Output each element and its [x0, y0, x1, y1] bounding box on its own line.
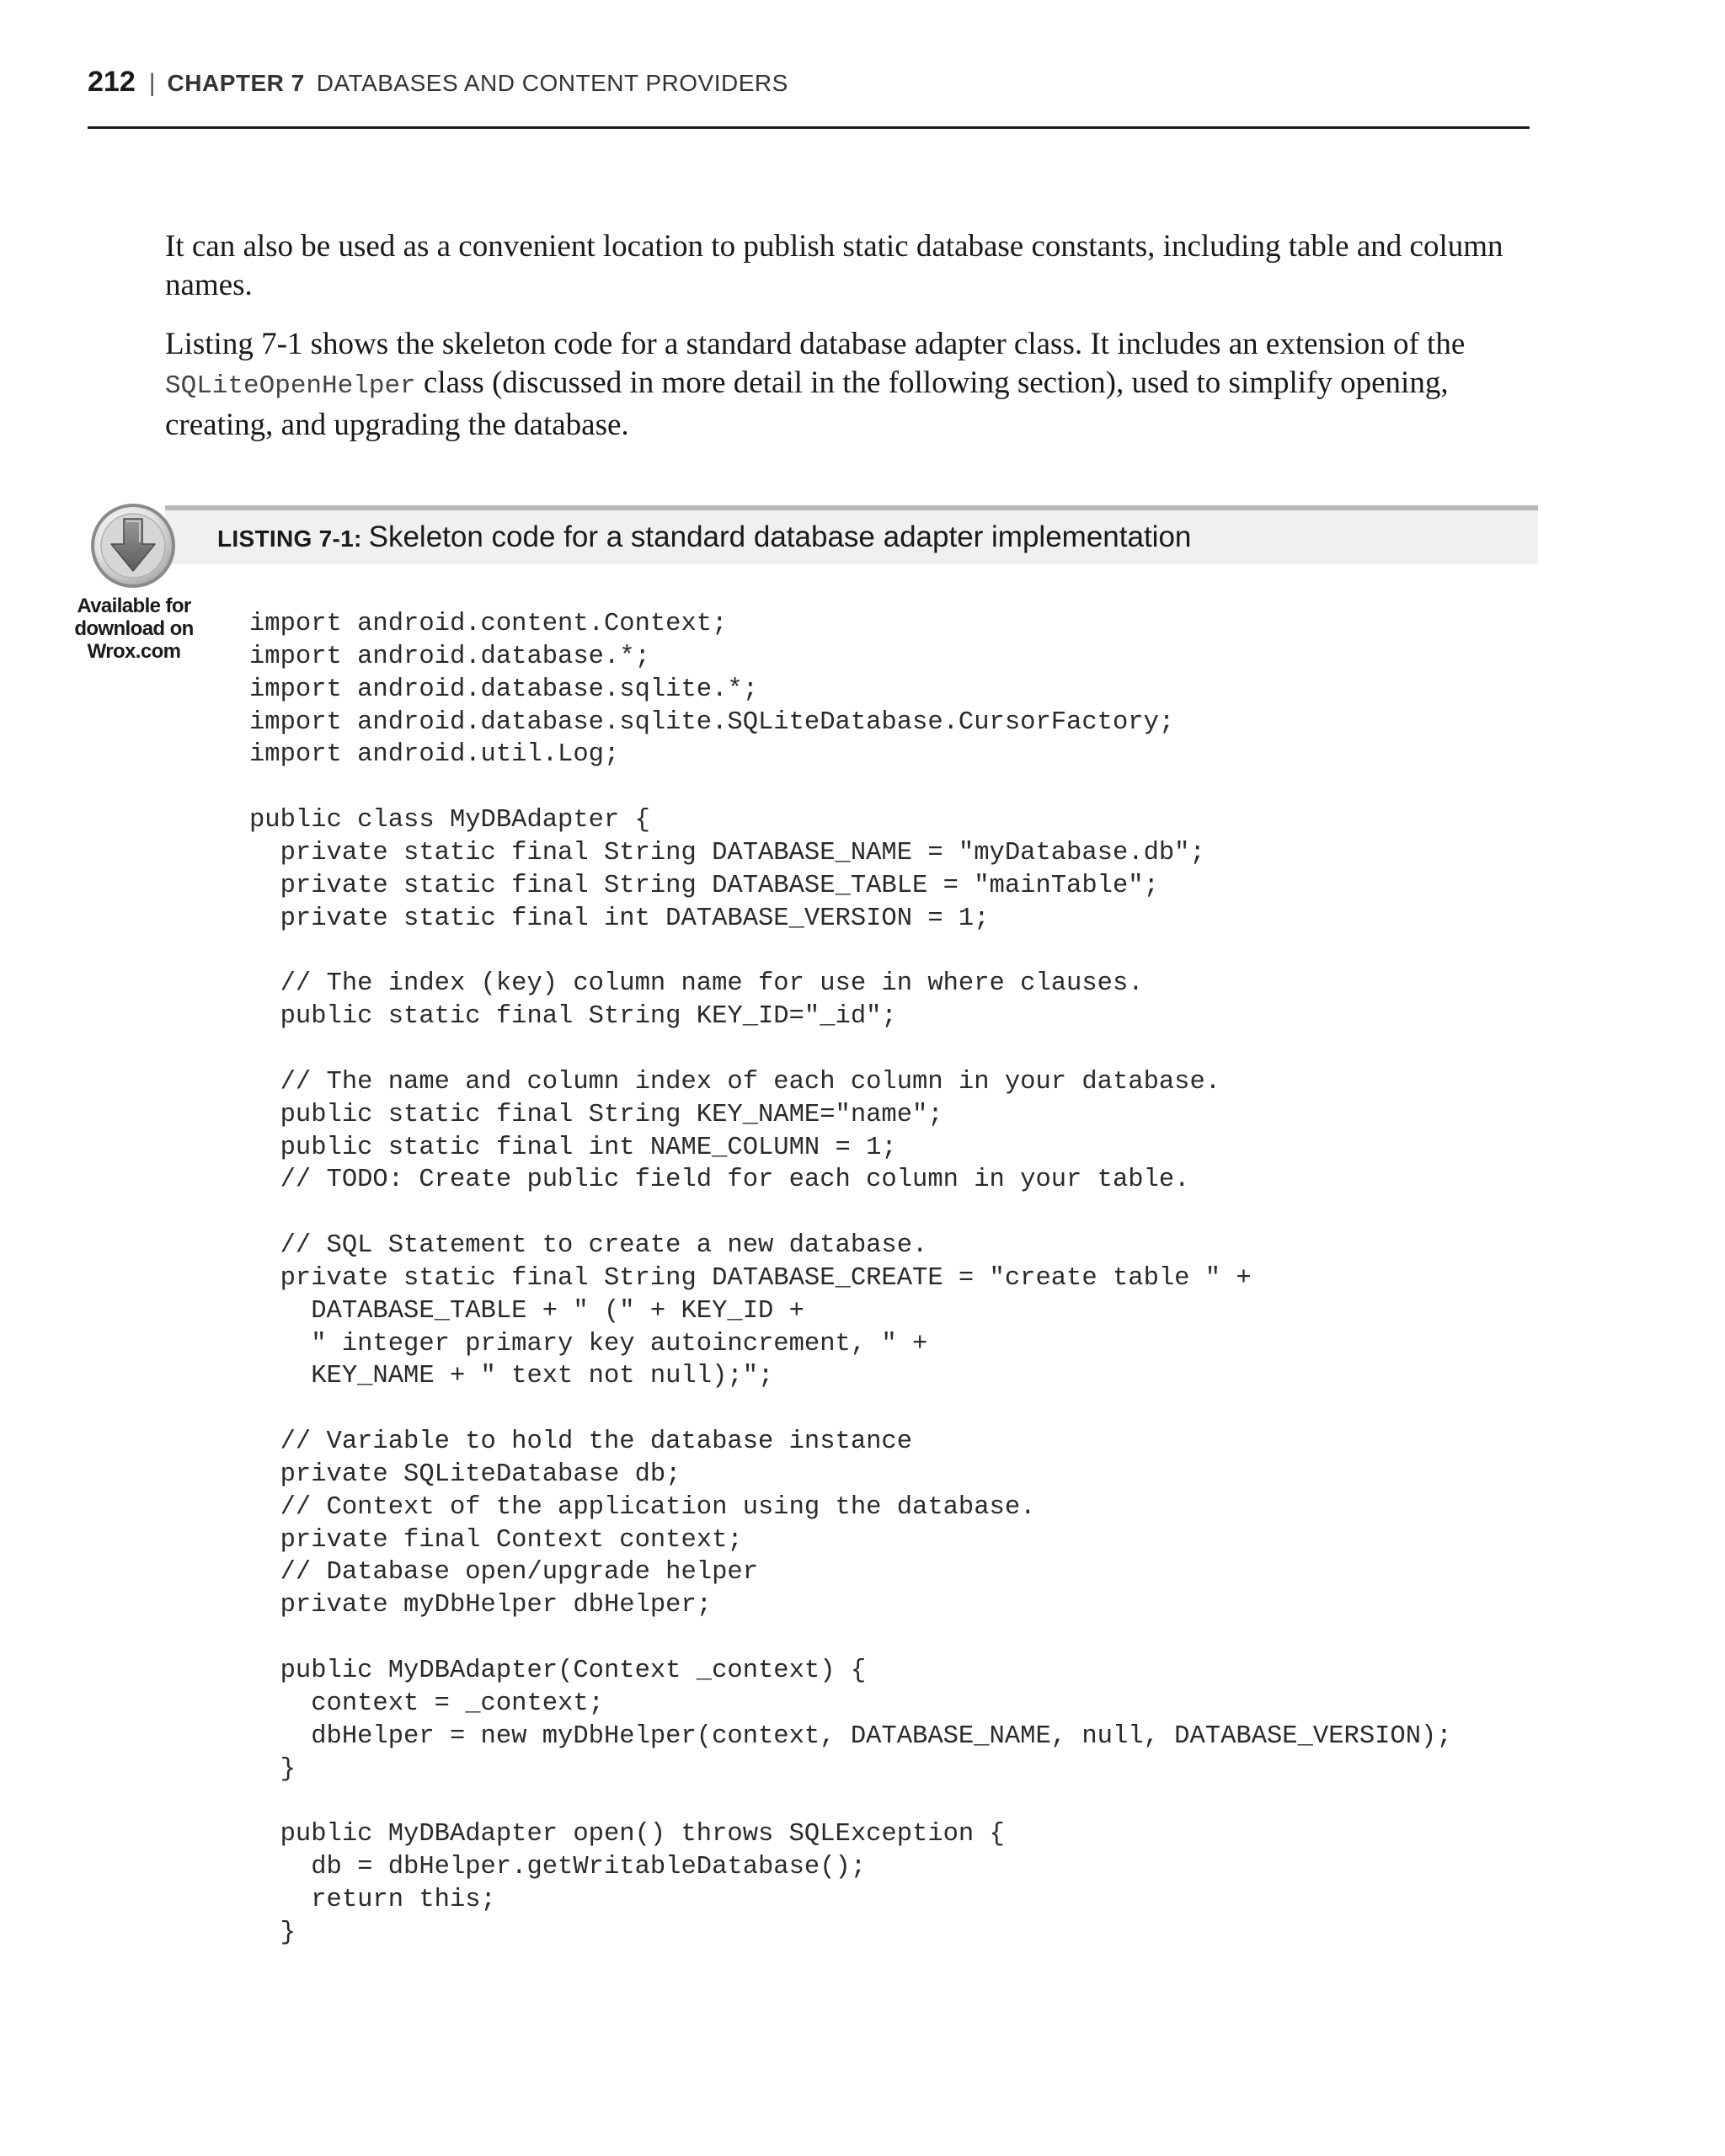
download-text[interactable] [71, 595, 197, 663]
code-line: private final Context context; [249, 1525, 743, 1555]
download-arrow-icon [89, 502, 177, 590]
code-line: // The name and column index of each column in your database. [249, 1067, 1221, 1097]
chapter-label: CHAPTER 7 [167, 70, 305, 96]
code-line [249, 1197, 1452, 1230]
code-line: public static final int NAME_COLUMN = 1; [249, 1133, 897, 1162]
inline-code-sqliteopenhelper: SQLiteOpenHelper [165, 371, 416, 401]
code-line: DATABASE_TABLE + " (" + KEY_ID + [249, 1296, 804, 1326]
code-line [249, 1622, 1452, 1655]
paragraph-1: It can also be used as a convenient location to publish static database constants, including table and column names. [165, 229, 1503, 302]
code-line [249, 1785, 1452, 1818]
code-line: import android.util.Log; [249, 740, 620, 770]
code-line: import android.database.sqlite.SQLiteDatabase.CursorFactory; [249, 707, 1175, 737]
code-line: // Variable to hold the database instance [249, 1428, 913, 1457]
code-line: import android.database.sqlite.*; [249, 675, 758, 704]
code-line: public class MyDBAdapter { [249, 806, 650, 835]
code-line: context = _context; [249, 1689, 604, 1718]
code-line: public static final String KEY_NAME="name"; [249, 1100, 943, 1129]
code-line: " integer primary key autoincrement, " + [249, 1329, 928, 1358]
paragraph-2-text-after: class (discussed in more detail in the following section), used to simplify opening, creating, and upgrading the database. [165, 366, 1449, 442]
code-line: } [249, 1918, 296, 1947]
code-line: return this; [249, 1885, 496, 1914]
code-listing [249, 608, 1452, 1950]
chapter-title: DATABASES AND CONTENT PROVIDERS [316, 70, 788, 96]
code-line: } [249, 1754, 296, 1784]
code-line: public static final String KEY_ID="_id"; [249, 1002, 897, 1032]
code-line [249, 935, 1452, 968]
code-line: dbHelper = new myDbHelper(context, DATABASE_NAME, null, DATABASE_VERSION); [249, 1721, 1452, 1751]
header-rule [88, 126, 1530, 129]
download-text-line-2: download on [74, 617, 194, 640]
code-line: // The index (key) column name for use in where clauses. [249, 969, 1144, 999]
code-line [249, 1393, 1452, 1426]
listing-header-bar [165, 505, 1538, 564]
page-number: 212 [88, 66, 136, 98]
download-text-line-3[interactable]: Wrox.com [87, 640, 181, 663]
header-separator: | [148, 69, 156, 97]
code-line: // Context of the application using the database. [249, 1492, 1036, 1522]
code-line: KEY_NAME + " text not null);"; [249, 1362, 774, 1391]
listing-title [217, 520, 1191, 554]
code-line: private static final String DATABASE_NAME = "myDatabase.db"; [249, 838, 1205, 867]
code-line: public MyDBAdapter open() throws SQLException { [249, 1820, 1005, 1849]
code-line: db = dbHelper.getWritableDatabase(); [249, 1853, 867, 1882]
paragraph-2 [165, 325, 1546, 445]
code-line: private myDbHelper dbHelper; [249, 1591, 713, 1620]
code-line: // SQL Statement to create a new database. [249, 1231, 928, 1261]
code-line: // Database open/upgrade helper [249, 1558, 758, 1588]
listing-caption: Skeleton code for a standard database adapter implementation [368, 520, 1192, 553]
listing-label: LISTING 7-1: [217, 526, 362, 552]
running-header [88, 66, 1530, 103]
code-line [249, 1033, 1452, 1066]
download-text-line-1: Available for [77, 595, 191, 617]
code-line: public MyDBAdapter(Context _context) { [249, 1657, 867, 1685]
body-text [165, 227, 1546, 465]
paragraph-2-text-before: Listing 7-1 shows the skeleton code for a standard database adapter class. It includes an extension of the [165, 327, 1466, 361]
code-line: private static final String DATABASE_TABLE = "mainTable"; [249, 871, 1159, 900]
code-line: import android.database.*; [249, 642, 650, 671]
code-line: private static final String DATABASE_CREATE = "create table " + [249, 1263, 1252, 1293]
code-line: private static final int DATABASE_VERSION = 1; [249, 904, 990, 933]
code-line [249, 771, 1452, 804]
code-line: // TODO: Create public field for each column in your table. [249, 1166, 1190, 1195]
code-line: import android.content.Context; [249, 610, 728, 638]
code-line: private SQLiteDatabase db; [249, 1460, 681, 1489]
